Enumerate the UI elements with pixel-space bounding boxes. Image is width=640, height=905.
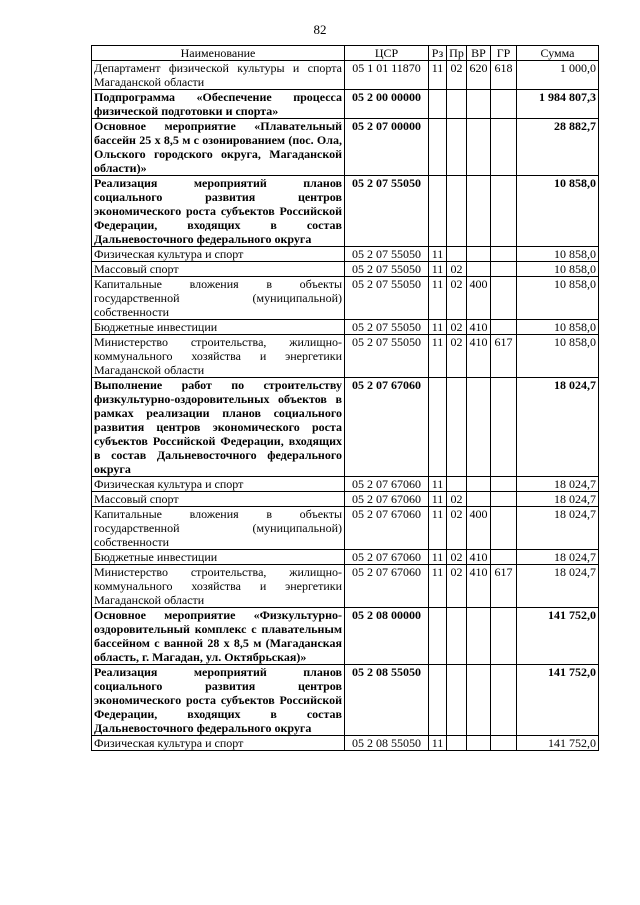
cell-name: Подпрограмма «Обеспечение процесса физической подготовки и спорта» xyxy=(92,90,345,119)
cell-pr: 02 xyxy=(447,492,467,507)
table-row xyxy=(92,492,599,507)
table-row xyxy=(92,277,599,320)
cell-name: Выполнение работ по строительству физкультурно-оздоровительных объектов в рамках реализации планов социального развития центров экономического роста субъектов Российской Федерации, входящих в состав Дальневосточного федерального округа xyxy=(92,378,345,477)
cell-rz xyxy=(429,608,447,665)
cell-vr xyxy=(467,378,491,477)
cell-sum: 10 858,0 xyxy=(517,320,599,335)
table-row xyxy=(92,90,599,119)
cell-gr xyxy=(491,247,517,262)
table-row xyxy=(92,550,599,565)
cell-rz: 11 xyxy=(429,277,447,320)
cell-rz xyxy=(429,665,447,736)
cell-name: Реализация мероприятий планов социального развития центров экономического роста субъектов Российской Федерации, входящих в состав Дальневосточного федерального округа xyxy=(92,665,345,736)
cell-sum: 18 024,7 xyxy=(517,477,599,492)
header-rz: Рз xyxy=(429,46,447,61)
cell-rz: 11 xyxy=(429,262,447,277)
cell-csr: 05 2 08 55050 xyxy=(345,665,429,736)
cell-pr: 02 xyxy=(447,61,467,90)
cell-name: Массовый спорт xyxy=(92,492,345,507)
cell-name: Физическая культура и спорт xyxy=(92,736,345,751)
cell-gr xyxy=(491,608,517,665)
cell-gr xyxy=(491,277,517,320)
cell-vr: 410 xyxy=(467,550,491,565)
cell-csr: 05 2 07 55050 xyxy=(345,262,429,277)
cell-name: Министерство строительства, жилищно-коммунального хозяйства и энергетики Магаданской области xyxy=(92,335,345,378)
cell-gr: 618 xyxy=(491,61,517,90)
cell-sum: 10 858,0 xyxy=(517,262,599,277)
cell-pr xyxy=(447,119,467,176)
cell-csr: 05 2 07 55050 xyxy=(345,320,429,335)
cell-vr xyxy=(467,247,491,262)
cell-sum: 1 984 807,3 xyxy=(517,90,599,119)
cell-csr: 05 2 08 55050 xyxy=(345,736,429,751)
cell-pr xyxy=(447,176,467,247)
cell-gr xyxy=(491,665,517,736)
header-name: Наименование xyxy=(92,46,345,61)
budget-table xyxy=(91,45,599,751)
cell-rz: 11 xyxy=(429,565,447,608)
cell-rz: 11 xyxy=(429,61,447,90)
cell-vr xyxy=(467,736,491,751)
cell-pr: 02 xyxy=(447,507,467,550)
table-row xyxy=(92,665,599,736)
cell-vr: 620 xyxy=(467,61,491,90)
cell-sum: 141 752,0 xyxy=(517,665,599,736)
cell-csr: 05 2 07 67060 xyxy=(345,492,429,507)
cell-vr xyxy=(467,665,491,736)
table-row xyxy=(92,335,599,378)
cell-pr: 02 xyxy=(447,277,467,320)
table-row xyxy=(92,565,599,608)
cell-csr: 05 1 01 11870 xyxy=(345,61,429,90)
cell-csr: 05 2 07 55050 xyxy=(345,247,429,262)
cell-name: Министерство строительства, жилищно-коммунального хозяйства и энергетики Магаданской области xyxy=(92,565,345,608)
cell-name: Основное мероприятие «Физкультурно-оздоровительный комплекс с плавательным бассейном с ванной 28 х 8,5 м (Магаданская область, г. Магадан, ул. Октябрьская)» xyxy=(92,608,345,665)
cell-vr: 400 xyxy=(467,507,491,550)
cell-sum: 10 858,0 xyxy=(517,247,599,262)
cell-csr: 05 2 07 67060 xyxy=(345,378,429,477)
cell-gr xyxy=(491,176,517,247)
cell-name: Физическая культура и спорт xyxy=(92,477,345,492)
cell-pr xyxy=(447,90,467,119)
cell-sum: 28 882,7 xyxy=(517,119,599,176)
cell-pr: 02 xyxy=(447,262,467,277)
cell-vr xyxy=(467,608,491,665)
cell-rz xyxy=(429,378,447,477)
cell-csr: 05 2 07 55050 xyxy=(345,176,429,247)
cell-name: Реализация мероприятий планов социального развития центров экономического роста субъектов Российской Федерации, входящих в состав Дальневосточного федерального округа xyxy=(92,176,345,247)
cell-vr xyxy=(467,492,491,507)
table-row xyxy=(92,61,599,90)
cell-csr: 05 2 07 67060 xyxy=(345,550,429,565)
cell-pr: 02 xyxy=(447,550,467,565)
cell-gr xyxy=(491,378,517,477)
cell-name: Основное мероприятие «Плавательный бассейн 25 х 8,5 м с озонированием (пос. Ола, Ольского городского округа, Магаданской области)» xyxy=(92,119,345,176)
cell-gr xyxy=(491,90,517,119)
cell-gr xyxy=(491,492,517,507)
cell-csr: 05 2 07 55050 xyxy=(345,277,429,320)
cell-vr: 410 xyxy=(467,565,491,608)
cell-rz: 11 xyxy=(429,492,447,507)
table-row xyxy=(92,247,599,262)
header-vr: ВР xyxy=(467,46,491,61)
cell-csr: 05 2 00 00000 xyxy=(345,90,429,119)
cell-pr: 02 xyxy=(447,335,467,378)
cell-gr xyxy=(491,320,517,335)
cell-pr xyxy=(447,247,467,262)
cell-csr: 05 2 08 00000 xyxy=(345,608,429,665)
cell-rz xyxy=(429,176,447,247)
cell-name: Бюджетные инвестиции xyxy=(92,320,345,335)
cell-rz: 11 xyxy=(429,550,447,565)
cell-rz: 11 xyxy=(429,247,447,262)
cell-name: Бюджетные инвестиции xyxy=(92,550,345,565)
table-row xyxy=(92,736,599,751)
cell-name: Департамент физической культуры и спорта Магаданской области xyxy=(92,61,345,90)
table-row xyxy=(92,119,599,176)
cell-name: Физическая культура и спорт xyxy=(92,247,345,262)
cell-csr: 05 2 07 55050 xyxy=(345,335,429,378)
cell-vr xyxy=(467,262,491,277)
header-gr: ГР xyxy=(491,46,517,61)
cell-rz xyxy=(429,90,447,119)
cell-sum: 141 752,0 xyxy=(517,736,599,751)
cell-vr xyxy=(467,119,491,176)
page-number: 82 xyxy=(313,22,327,37)
header-csr: ЦСР xyxy=(345,46,429,61)
cell-gr xyxy=(491,477,517,492)
cell-gr: 617 xyxy=(491,335,517,378)
cell-vr: 410 xyxy=(467,320,491,335)
cell-pr xyxy=(447,477,467,492)
cell-vr: 410 xyxy=(467,335,491,378)
cell-vr xyxy=(467,477,491,492)
cell-sum: 10 858,0 xyxy=(517,335,599,378)
table-row xyxy=(92,176,599,247)
cell-rz: 11 xyxy=(429,335,447,378)
cell-sum: 18 024,7 xyxy=(517,492,599,507)
cell-rz: 11 xyxy=(429,477,447,492)
cell-gr xyxy=(491,119,517,176)
cell-rz: 11 xyxy=(429,736,447,751)
cell-pr: 02 xyxy=(447,565,467,608)
cell-rz: 11 xyxy=(429,507,447,550)
cell-sum: 18 024,7 xyxy=(517,550,599,565)
cell-pr xyxy=(447,608,467,665)
cell-sum: 10 858,0 xyxy=(517,176,599,247)
cell-sum: 141 752,0 xyxy=(517,608,599,665)
cell-gr: 617 xyxy=(491,565,517,608)
cell-pr xyxy=(447,736,467,751)
cell-csr: 05 2 07 67060 xyxy=(345,507,429,550)
cell-pr xyxy=(447,665,467,736)
cell-pr: 02 xyxy=(447,320,467,335)
cell-sum: 18 024,7 xyxy=(517,565,599,608)
cell-csr: 05 2 07 00000 xyxy=(345,119,429,176)
table-row xyxy=(92,608,599,665)
cell-sum: 18 024,7 xyxy=(517,507,599,550)
cell-rz xyxy=(429,119,447,176)
cell-name: Массовый спорт xyxy=(92,262,345,277)
cell-sum: 18 024,7 xyxy=(517,378,599,477)
cell-gr xyxy=(491,262,517,277)
cell-vr xyxy=(467,176,491,247)
cell-vr: 400 xyxy=(467,277,491,320)
cell-sum: 10 858,0 xyxy=(517,277,599,320)
cell-name: Капитальные вложения в объекты государственной (муниципальной) собственности xyxy=(92,277,345,320)
cell-pr xyxy=(447,378,467,477)
cell-gr xyxy=(491,507,517,550)
header-sum: Сумма xyxy=(517,46,599,61)
cell-sum: 1 000,0 xyxy=(517,61,599,90)
cell-gr xyxy=(491,550,517,565)
cell-name: Капитальные вложения в объекты государственной (муниципальной) собственности xyxy=(92,507,345,550)
table-row xyxy=(92,507,599,550)
cell-vr xyxy=(467,90,491,119)
table-row xyxy=(92,320,599,335)
cell-csr: 05 2 07 67060 xyxy=(345,565,429,608)
table-row xyxy=(92,262,599,277)
table-row xyxy=(92,378,599,477)
table-row xyxy=(92,477,599,492)
table-header-row xyxy=(92,46,599,61)
cell-csr: 05 2 07 67060 xyxy=(345,477,429,492)
cell-rz: 11 xyxy=(429,320,447,335)
cell-gr xyxy=(491,736,517,751)
header-pr: Пр xyxy=(447,46,467,61)
